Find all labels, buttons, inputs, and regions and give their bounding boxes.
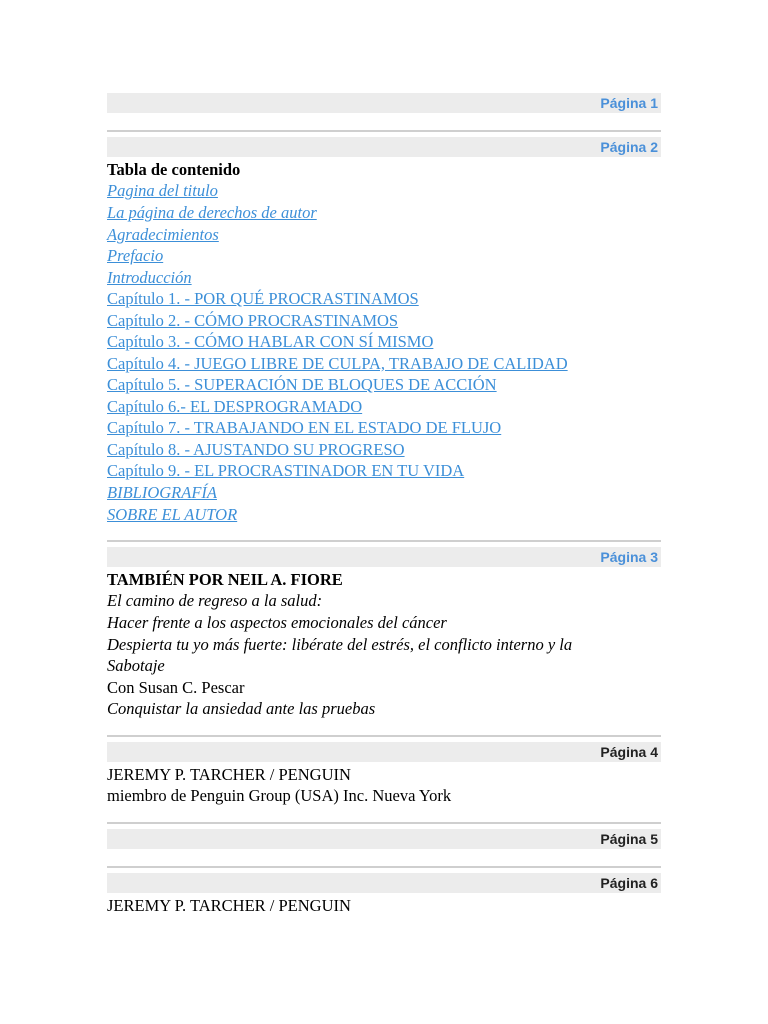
toc-link-acknowledgements[interactable]: Agradecimientos xyxy=(107,225,219,244)
book-title: Conquistar la ansiedad ante las pruebas xyxy=(107,699,376,718)
page-label-3[interactable]: Página 3 xyxy=(600,549,658,565)
publisher-member-line: miembro de Penguin Group (USA) Inc. Nueva York xyxy=(107,786,452,805)
page-header-5 xyxy=(107,829,661,849)
page-header-2 xyxy=(107,137,661,157)
page-header-1 xyxy=(107,93,661,113)
toc-link-chapter-9[interactable]: Capítulo 9. - EL PROCRASTINADOR EN TU VIDA xyxy=(107,461,465,480)
book-title: Hacer frente a los aspectos emocionales del cáncer xyxy=(107,613,447,632)
page-label-5: Página 5 xyxy=(600,831,658,847)
toc-link-chapter-2[interactable]: Capítulo 2. - CÓMO PROCRASTINAMOS xyxy=(107,311,399,330)
toc-link-chapter-6[interactable]: Capítulo 6.- EL DESPROGRAMADO xyxy=(107,397,363,416)
toc-link-chapter-5[interactable]: Capítulo 5. - SUPERACIÓN DE BLOQUES DE ACCIÓN xyxy=(107,375,497,394)
page-label-1[interactable]: Página 1 xyxy=(600,95,658,111)
book-title-continued: Sabotaje xyxy=(107,656,165,675)
book-title: Despierta tu yo más fuerte: libérate del estrés, el conflicto interno y la xyxy=(107,635,573,654)
toc-link-chapter-3[interactable]: Capítulo 3. - CÓMO HABLAR CON SÍ MISMO xyxy=(107,332,434,351)
toc-link-preface[interactable]: Prefacio xyxy=(107,246,164,265)
page-label-2[interactable]: Página 2 xyxy=(600,139,658,155)
page-label-6: Página 6 xyxy=(600,875,658,891)
toc-link-chapter-1[interactable]: Capítulo 1. - POR QUÉ PROCRASTINAMOS xyxy=(107,289,419,308)
publisher-line: JEREMY P. TARCHER / PENGUIN xyxy=(107,896,351,915)
toc-link-copyright-page[interactable]: La página de derechos de autor xyxy=(107,203,317,222)
page-divider xyxy=(107,540,661,542)
toc-link-chapter-7[interactable]: Capítulo 7. - TRABAJANDO EN EL ESTADO DE FLUJO xyxy=(107,418,502,437)
page-divider xyxy=(107,866,661,868)
toc-link-about-author[interactable]: SOBRE EL AUTOR xyxy=(107,505,238,524)
page-divider xyxy=(107,735,661,737)
page-divider xyxy=(107,822,661,824)
coauthor-line: Con Susan C. Pescar xyxy=(107,678,245,697)
page-divider xyxy=(107,130,661,132)
page-header-4 xyxy=(107,742,661,762)
page-label-4: Página 4 xyxy=(600,744,658,760)
toc-heading: Tabla de contenido xyxy=(107,160,241,179)
toc-link-chapter-8[interactable]: Capítulo 8. - AJUSTANDO SU PROGRESO xyxy=(107,440,405,459)
also-by-heading: TAMBIÉN POR NEIL A. FIORE xyxy=(107,570,343,589)
toc-link-introduction[interactable]: Introducción xyxy=(107,268,192,287)
toc-link-chapter-4[interactable]: Capítulo 4. - JUEGO LIBRE DE CULPA, TRABAJO DE CALIDAD xyxy=(107,354,568,373)
page-header-3 xyxy=(107,547,661,567)
book-title: El camino de regreso a la salud: xyxy=(107,591,323,610)
publisher-line: JEREMY P. TARCHER / PENGUIN xyxy=(107,765,351,784)
toc-link-title-page[interactable]: Pagina del titulo xyxy=(107,181,218,200)
page-header-6 xyxy=(107,873,661,893)
toc-link-bibliography[interactable]: BIBLIOGRAFÍA xyxy=(107,483,217,502)
